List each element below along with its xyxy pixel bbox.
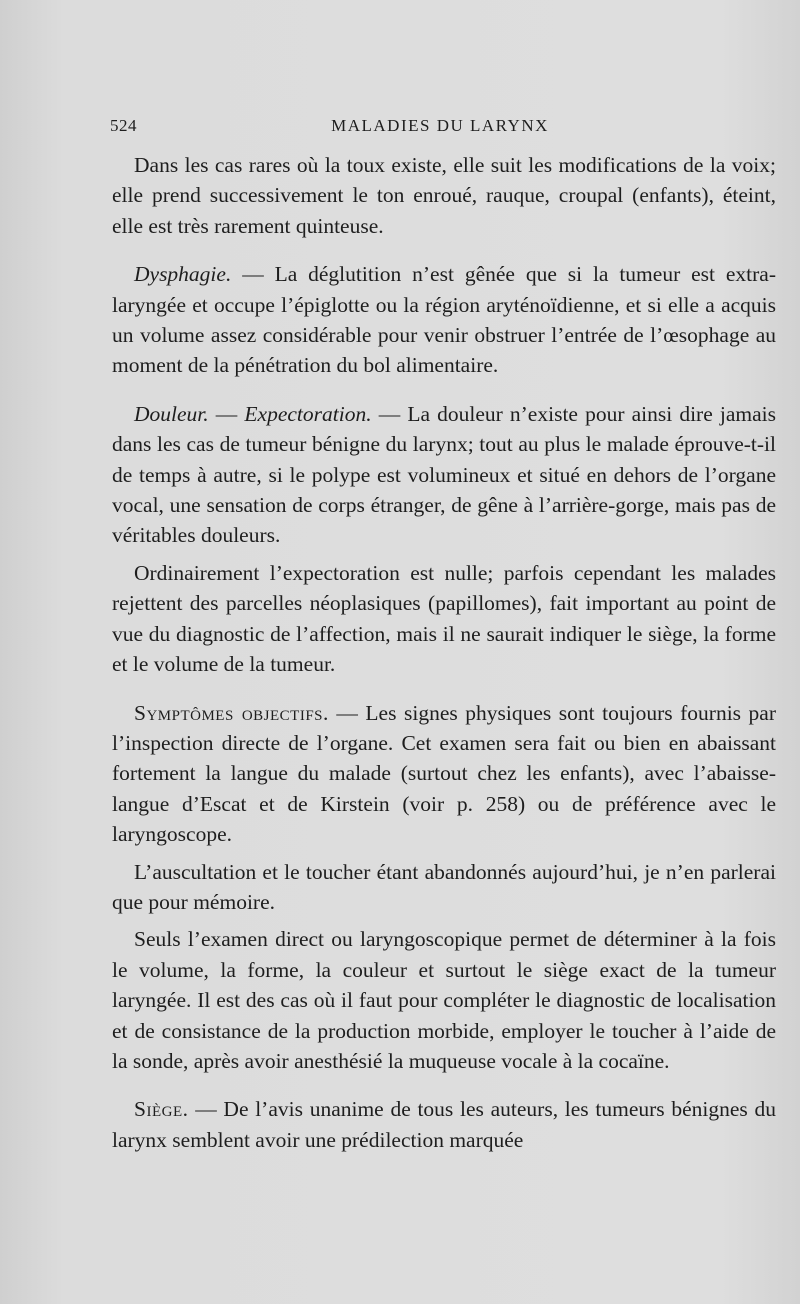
paragraph-examen: Seuls l’examen direct ou laryngoscopique permet de déterminer à la fois le volume, la forme, la couleur et surtout le siège exact de la tumeur laryngée. Il est des cas où il faut pour compléter le diagnostic de localisation et de consistance de la production morbide, employer le toucher à l’aide de la sonde, après avoir anesthésié la muqueuse vocale à la cocaïne.	[112, 927, 776, 1073]
heading-dysphagie: Dysphagie.	[134, 262, 232, 287]
paragraph-dysphagie	[112, 259, 776, 381]
paragraph-expectoration: Ordinairement l’expectoration est nulle; parfois cependant les malades rejettent des parcelles néoplasiques (papillomes), fait important au point de vue du diagnostic de l’affection, mais il ne saurait indiquer le siège, la forme et le volume de la tumeur.	[112, 560, 776, 677]
page-number: 524	[110, 116, 137, 135]
page-header	[110, 116, 770, 140]
body-text	[112, 150, 776, 1155]
paragraph-siege	[112, 1094, 776, 1155]
paragraph-douleur-text: — La douleur n’existe pour ainsi dire jamais dans les cas de tumeur bénigne du larynx; tout au plus le malade éprouve-t-il de temps à autre, si le polype est volumineux et situé en dehors de l’organe vocal, une sensation de corps étranger, de gêne à l’arrière-gorge, mais pas de véritables douleurs.	[112, 401, 776, 548]
paragraph-symptomes-text: — Les signes physiques sont toujours fournis par l’inspection directe de l’organe. Cet examen sera fait ou bien en abaissant fortement la langue du malade (surtout chez les enfants), avec l’abaisse-langue d’Escat et de Kirstein (voir p. 258) ou de préférence avec le laryngoscope.	[112, 700, 776, 847]
running-title: MALADIES DU LARYNX	[331, 116, 549, 135]
heading-expectoration: Expectoration.	[244, 401, 372, 426]
paragraph-toux: Dans les cas rares où la toux existe, elle suit les modifications de la voix; elle prend successivement le ton enroué, rauque, croupal (enfants), éteint, elle est très rarement quinteuse.	[112, 153, 776, 238]
heading-symptomes: Symptômes objectifs.	[134, 700, 329, 725]
paragraph-dysphagie-text: — La déglutition n’est gênée que si la tumeur est extra-laryngée et occupe l’épiglotte ou la région aryténoïdienne, et si elle a acquis un volume assez considérable pour venir obstruer l’entrée de l’œsophage au moment de la pénétration du bol alimentaire.	[112, 262, 776, 378]
paragraph-auscultation: L’auscultation et le toucher étant abandonnés aujourd’hui, je n’en parlerai que pour mémoire.	[112, 859, 776, 914]
heading-douleur: Douleur.	[134, 401, 209, 426]
paragraph-symptomes	[112, 698, 776, 850]
paragraph-siege-text: — De l’avis unanime de tous les auteurs, les tumeurs bénignes du larynx semblent avoir une prédilection marquée	[112, 1097, 776, 1152]
heading-siege: Siège.	[134, 1097, 189, 1122]
heading-separator: —	[208, 401, 245, 426]
paragraph-douleur	[112, 399, 776, 551]
